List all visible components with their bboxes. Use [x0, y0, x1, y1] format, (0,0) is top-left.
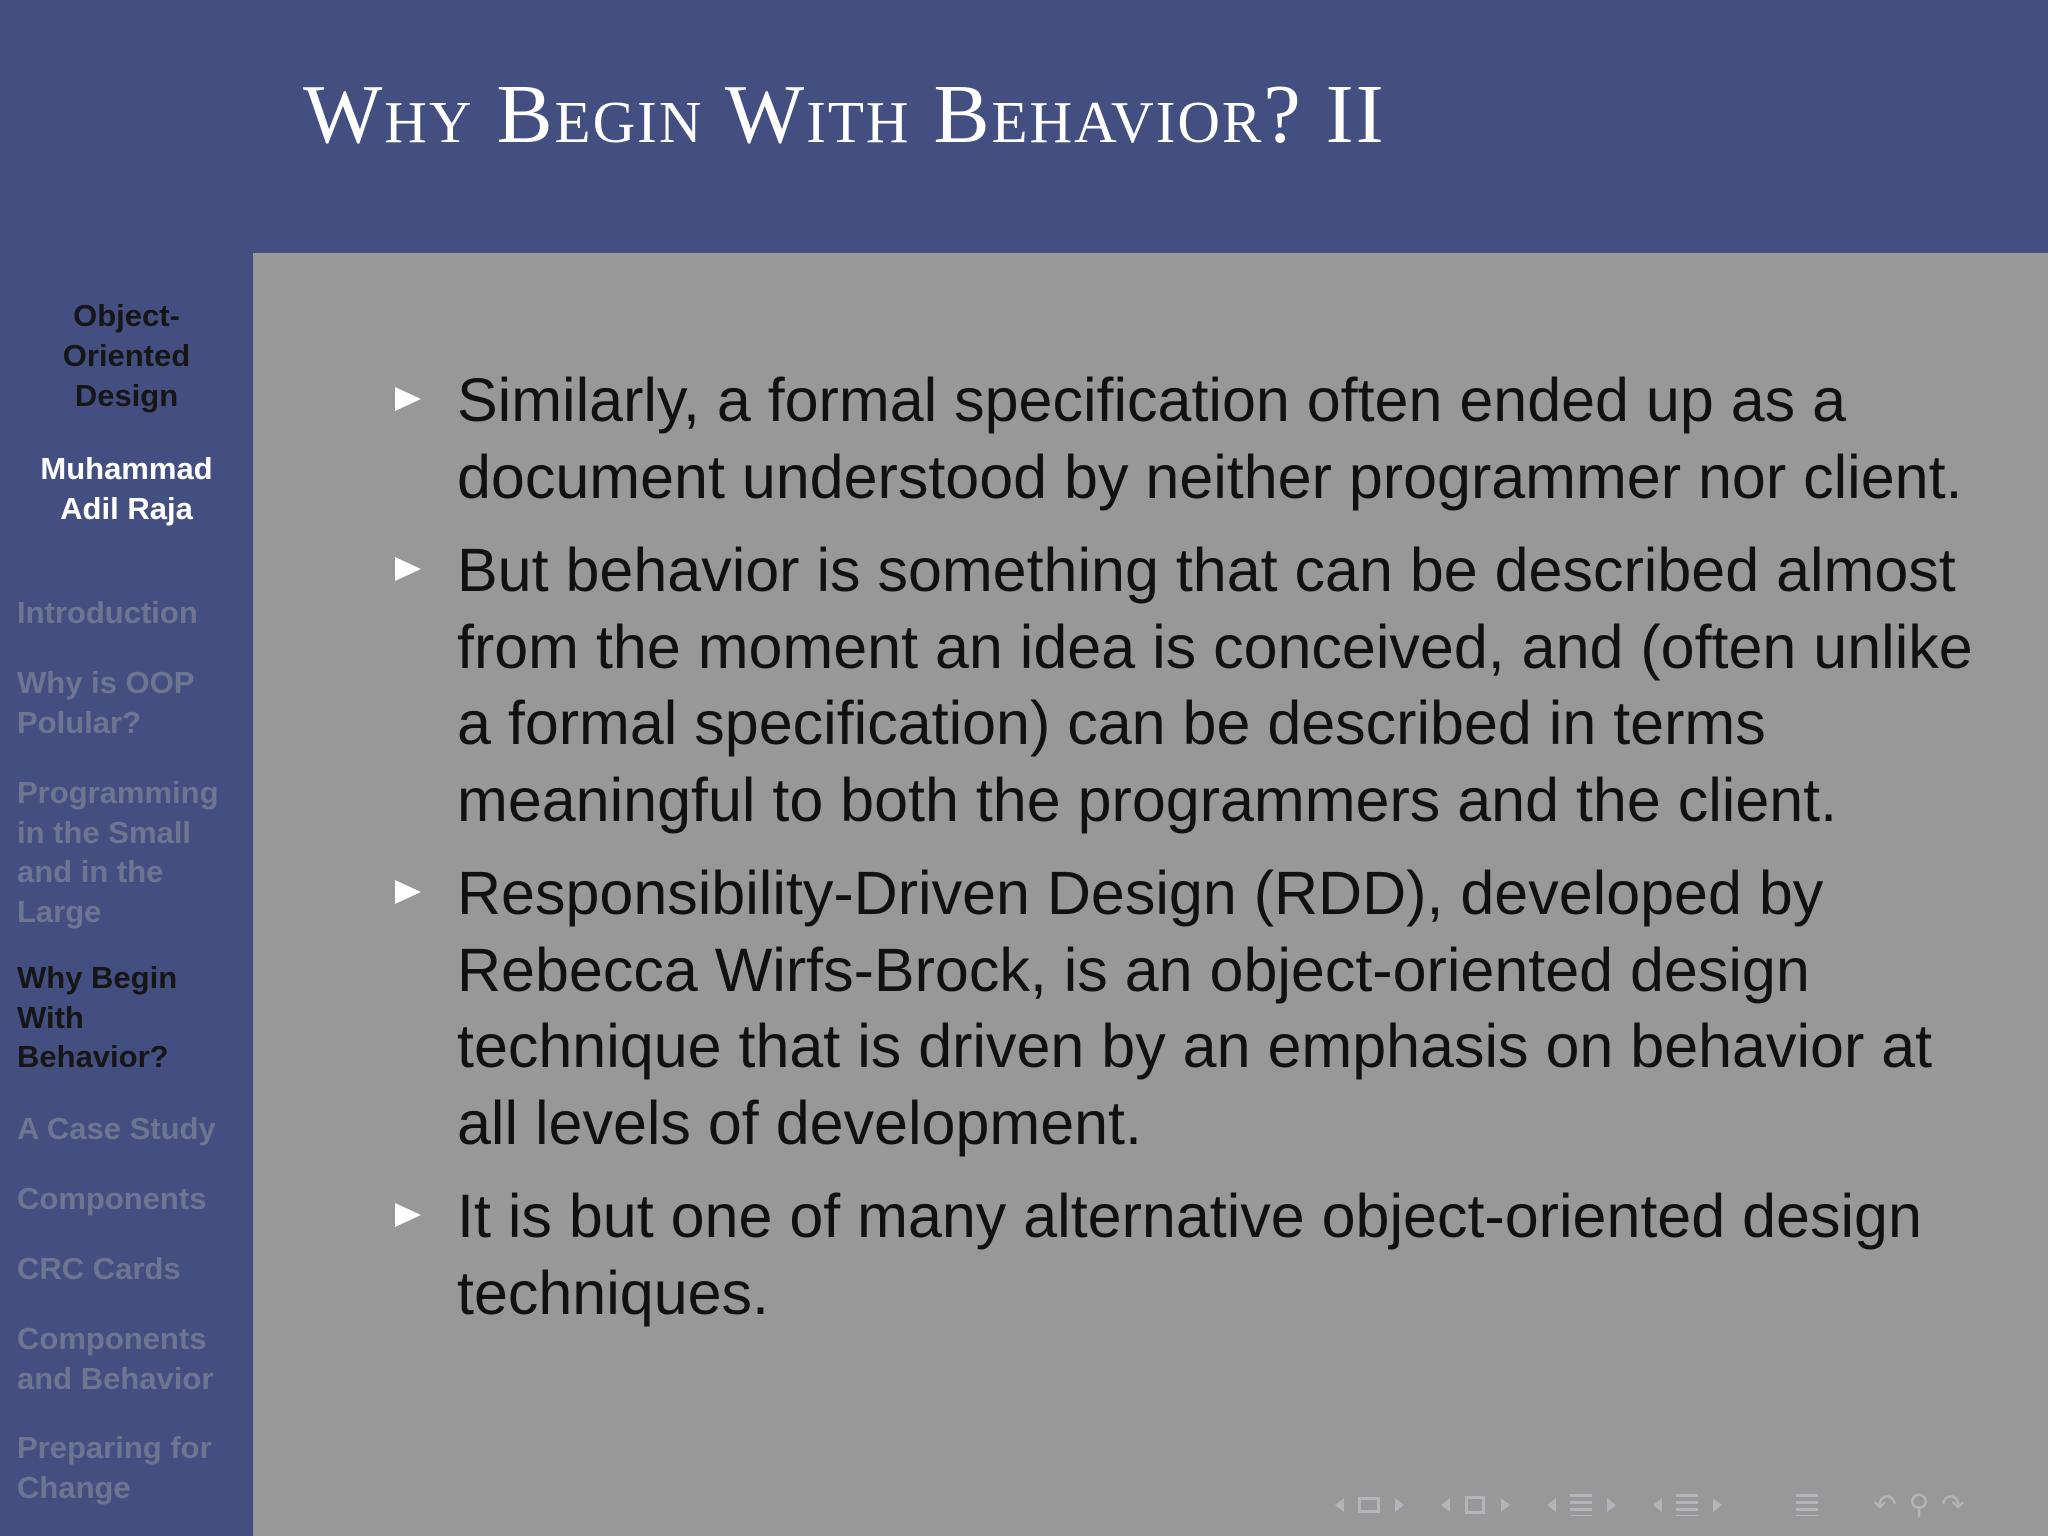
sidebar-item-why-oop-popular[interactable]: Why is OOP Polular? [17, 665, 194, 740]
bullet-text: Similarly, a formal specification often ended up as a document understood by neither programmer nor client. [457, 366, 1963, 511]
prev-section-arrow-icon[interactable] [1542, 1488, 1560, 1522]
triangle-bullet-icon [395, 387, 421, 411]
next-section-arrow-icon[interactable] [1602, 1488, 1620, 1522]
slide-content [395, 362, 1995, 1348]
sidebar-item-why-begin-with-behavior[interactable]: Why Begin With Behavior? [17, 960, 178, 1074]
slide-header [0, 0, 2048, 253]
bullet-item [395, 1178, 1995, 1331]
triangle-bullet-icon [395, 557, 421, 581]
next-subsection-arrow-icon[interactable] [1708, 1488, 1726, 1522]
presentation-title: Object-Oriented Design [62, 298, 191, 413]
prev-slide-arrow-icon[interactable] [1436, 1488, 1454, 1522]
presentation-author: Muhammad Adil Raja [40, 451, 213, 526]
next-slide-arrow-icon[interactable] [1496, 1488, 1514, 1522]
triangle-bullet-icon [395, 880, 421, 904]
outline-icon[interactable] [1786, 1488, 1828, 1522]
sidebar-item-case-study[interactable]: A Case Study [17, 1111, 216, 1146]
bullet-text: But behavior is something that can be described almost from the moment an idea is conceived, and (often unlike a formal specification) can be described in terms meaningful to both the programmers and the client. [457, 536, 1973, 834]
bullet-text: It is but one of many alternative object-oriented design techniques. [457, 1182, 1922, 1327]
next-frame-arrow-icon[interactable] [1390, 1488, 1408, 1522]
bullet-item [395, 362, 1995, 515]
subsection-icon[interactable] [1666, 1488, 1708, 1522]
search-icon[interactable]: ⚲ [1908, 1488, 1930, 1521]
sidebar-item-components[interactable]: Components [17, 1181, 207, 1216]
prev-subsection-arrow-icon[interactable] [1648, 1488, 1666, 1522]
prev-frame-arrow-icon[interactable] [1330, 1488, 1348, 1522]
section-icon[interactable] [1560, 1488, 1602, 1522]
back-icon[interactable]: ↶ [1873, 1488, 1897, 1521]
sidebar-item-programming-small-large[interactable]: Programming in the Small and in the Large [17, 775, 219, 929]
bullet-text: Responsibility-Driven Design (RDD), developed by Rebecca Wirfs-Brock, is an object-oriented design technique that is driven by an emphasis on behavior at all levels of development. [457, 859, 1933, 1157]
bullet-item [395, 855, 1995, 1161]
forward-icon[interactable]: ↷ [1941, 1488, 1965, 1521]
slide-title: Why Begin With Behavior? II [303, 68, 1386, 161]
triangle-bullet-icon [395, 1203, 421, 1227]
slides-icon[interactable] [1454, 1488, 1496, 1522]
bullet-item [395, 532, 1995, 838]
beamer-navigation-bar [1330, 1488, 2040, 1522]
sidebar-item-introduction[interactable]: Introduction [17, 595, 198, 630]
frame-icon[interactable] [1348, 1488, 1390, 1522]
sidebar-item-crc-cards[interactable]: CRC Cards [17, 1251, 181, 1286]
sidebar-item-components-behavior[interactable]: Components and Behavior [17, 1321, 214, 1396]
sidebar [0, 253, 253, 1536]
sidebar-item-preparing-for-change[interactable]: Preparing for Change [17, 1430, 212, 1505]
